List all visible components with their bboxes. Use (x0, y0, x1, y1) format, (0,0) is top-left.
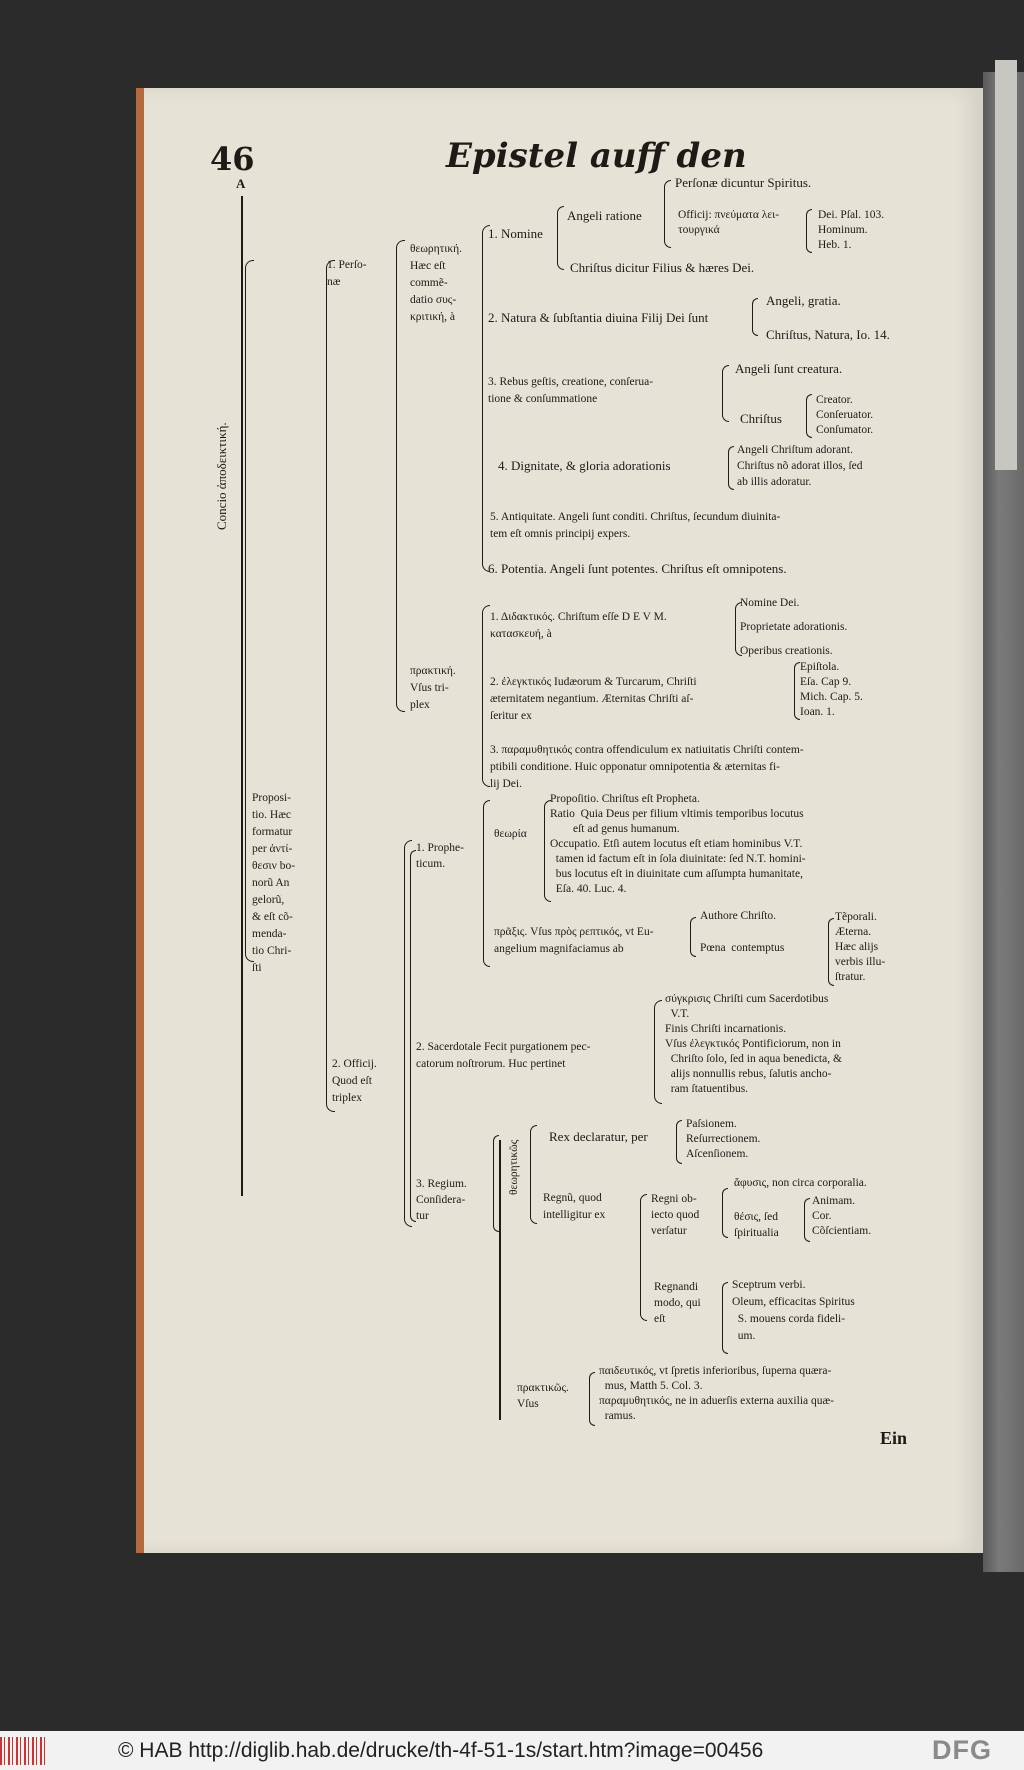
footer-bar (0, 1731, 1024, 1770)
brace-regni-obiecto (722, 1188, 728, 1238)
officij-lines-line: τουργικά (678, 224, 720, 236)
propositio-line: θεσιν bo- (252, 860, 296, 872)
praktikos-items-line: ramus. (599, 1410, 636, 1422)
prophet-label-line: 1. Prophe- (416, 842, 464, 854)
regni-obiecto-line: Regni ob- (651, 1193, 697, 1205)
praxis-line: πρᾶξις. Vſus πρὸς ρεπτικός, vt Eu- (494, 926, 654, 938)
sacerdotale-items-line: V.T. (665, 1008, 690, 1020)
brace-rex (676, 1120, 682, 1164)
propositio-line: norũ An (252, 877, 290, 889)
dignitate-line: 4. Dignitate, & gloria adorationis (498, 458, 671, 473)
marker-letter: A (236, 176, 246, 191)
sacerdotale-items-line: alijs nonnullis rebus, ſalutis ancho- (665, 1068, 832, 1080)
prophet-lines-line: tamen id factum eſt in ſola diuinitate: ſed N.T. homini- (550, 853, 806, 865)
brace-officij-inner (410, 850, 416, 1222)
paramythetikos-line: 3. παραμυθητικός contra offendiculum ex natiuitatis Chriſti contem- (490, 744, 804, 756)
prophet-lines-line: Occupatio. Etſi autem locutus eſt etiam hominibus V.T. (550, 838, 803, 850)
personae-line: 1. Perſo- (327, 259, 367, 271)
refs-line: Dei. Pſal. 103. (818, 209, 885, 221)
antiquitate-line: 5. Antiquitate. Angeli ſunt conditi. Chriſtus, ſecundum diuinita- (490, 511, 781, 523)
poena-items-line: verbis illu- (835, 956, 886, 968)
praktikos-items-line: παραμυθητικός, ne in aduerſis externa auxilia quæ- (599, 1395, 834, 1407)
rebus-line: tione & conſummatione (488, 393, 598, 405)
brace-thesis (804, 1198, 810, 1242)
paramythetikos-line: ptibili conditione. Huic opponatur omnipotentia & æternitas fi- (490, 761, 781, 773)
rebus-items-line: Conſumator. (816, 424, 874, 436)
sacerdotale-items-line: ram ſtatuentibus. (665, 1083, 749, 1095)
regnum-line: intelligitur ex (543, 1209, 606, 1221)
officij-line: 2. Officij. (332, 1058, 377, 1070)
elenktikos-items-line: Eſa. Cap 9. (800, 676, 852, 688)
natura-christus: Chriſtus, Natura, Io. 14. (766, 327, 890, 342)
aphysis-line: ἄφυσις, non circa corporalia. (734, 1177, 867, 1189)
prophet-lines-line: eſt ad genus humanum. (550, 823, 680, 835)
rex-items-line: Aſcenſionem. (686, 1148, 749, 1160)
theoretike-line: commẽ- (410, 277, 448, 289)
page-edge (136, 88, 144, 1553)
brace-regnum (640, 1194, 647, 1321)
praxis-items-line: Authore Chriſto. (700, 910, 777, 922)
elenktikos-line: æternitatem negantium. Æternitas Chriſti aſ- (490, 693, 694, 705)
propositio-line: per ἀντί- (252, 843, 293, 855)
sacerdotale-items-line: Chriſto ſolo, ſed in aqua benedicta, & (665, 1053, 842, 1065)
propositio-line: Proposi- (252, 792, 291, 804)
brace-personae-officij (326, 260, 335, 1112)
praxis-line: angelium magnifaciamus ab (494, 943, 624, 955)
didaktikos-items-line: Proprietate adorationis. (740, 621, 848, 633)
praktikos-items-line: mus, Matth 5. Col. 3. (599, 1380, 703, 1392)
thesis-items-line: Animam. (812, 1195, 856, 1207)
dignitate-items-line: ab illis adoratur. (737, 476, 812, 488)
dignitate-items-line: Chriſtus nõ adorat illos, ſed (737, 460, 863, 472)
prophet-lines-line: bus locutus eſt in diuinitate cum aſſumpta humanitate, (550, 868, 803, 880)
natura-angeli: Angeli, gratia. (766, 293, 841, 308)
brace-natura (752, 298, 758, 336)
brace-rebus-christus (806, 394, 812, 438)
propositio-line: tio Chri- (252, 945, 292, 957)
brace-usus (482, 605, 490, 787)
potentia-line: 6. Potentia. Angeli ſunt potentes. Chriſtus eſt omnipotens. (488, 561, 787, 576)
poena-items-line: Hæc alijs (835, 941, 879, 953)
nomine-label: 1. Nomine (488, 226, 543, 241)
regium-line (499, 1140, 501, 1420)
propositio-line: & eſt cõ- (252, 911, 293, 923)
prophet-lines-line: Ratio Quia Deus per filium vltimis temporibus locutus (550, 808, 804, 820)
regium-label-line: tur (416, 1210, 429, 1222)
praxis-items-line: Pœna contemptus (700, 942, 785, 954)
sacerdotale-items-line: Vſus ἐλεγκτικός Pontificiorum, non in (665, 1038, 841, 1050)
brace-sacerdotale (654, 1000, 662, 1104)
sacerdotale-label-line: catorum noſtrorum. Huc pertinet (416, 1058, 566, 1070)
brace-refs (806, 209, 812, 253)
elenktikos-line: ſeritur ex (490, 710, 532, 722)
personae-line: næ (327, 276, 341, 288)
regni-obiecto-line: verſatur (651, 1225, 687, 1237)
didaktikos-items-line: Nomine Dei. (740, 597, 800, 609)
rebus-christus: Chriſtus (740, 411, 782, 426)
rex-line: Rex declaratur, per (549, 1129, 648, 1144)
sacerdotale-items-line: σύγκρισις Chriſti cum Sacerdotibus (665, 993, 829, 1005)
refs-line: Heb. 1. (818, 239, 852, 251)
praktikos-items-line: παιδευτικός, vt ſpretis inferioribus, ſuperna quæra- (599, 1365, 832, 1377)
praktikos-line: Vſus (517, 1398, 539, 1410)
rebus-items-line: Creator. (816, 394, 853, 406)
regnandi-items-line: Sceptrum verbi. (732, 1279, 806, 1291)
prophet-lines-line: Propoſitio. Chriſtus eſt Propheta. (550, 793, 700, 805)
theoretikos-rotated: θεωρητικῶς (508, 1139, 520, 1195)
antiquitate-line: tem eſt omnis principij expers. (490, 528, 631, 540)
paramythetikos-line: lij Dei. (490, 778, 522, 790)
poena-items-line: Tẽporali. (835, 911, 877, 923)
brace-nomine (557, 206, 564, 270)
theoria-label: θεωρία (494, 828, 527, 840)
regium-label-line: 3. Regium. (416, 1178, 467, 1190)
brace-poena (828, 918, 834, 986)
prophet-label-line: ticum. (416, 858, 446, 870)
page-number: 46 (210, 140, 255, 178)
theoretike-line: Hæc eſt (410, 260, 446, 272)
propositio-line: tio. Hæc (252, 809, 291, 821)
didaktikos-line: κατασκευή, à (490, 628, 552, 640)
sacerdotale-items-line: Finis Chriſti incarnationis. (665, 1023, 787, 1035)
rebus-line: 3. Rebus geſtis, creatione, conſerua- (488, 376, 654, 388)
prophet-lines-line: Eſa. 40. Luc. 4. (550, 883, 627, 895)
elenktikos-items-line: Epiſtola. (800, 661, 840, 673)
praktike-line: Vſus tri- (410, 682, 449, 694)
elenktikos-line: 2. ἐλεγκτικός Iudæorum & Turcarum, Chriſti (490, 676, 697, 688)
catchword: Ein (880, 1428, 908, 1448)
brace-propositio (245, 260, 254, 962)
regnandi-items-line: Oleum, efficacitas Spiritus (732, 1296, 855, 1308)
outer-brace-line (241, 196, 243, 1196)
brace-theoretike-praktike (396, 240, 405, 712)
regium-label-line: Conſidera- (416, 1194, 466, 1206)
regnum-line: Regnũ, quod (543, 1192, 602, 1204)
propositio-line: ſti (252, 962, 262, 974)
propositio-line: menda- (252, 928, 287, 940)
dfg-logo: DFG (932, 1735, 992, 1765)
natura-line: 2. Natura & ſubſtantia diuina Filij Dei ſunt (488, 310, 709, 325)
poena-items-line: Æterna. (835, 926, 872, 938)
brace-praktikos (589, 1372, 595, 1426)
personae-line: Perſonæ dicuntur Spiritus. (675, 175, 812, 190)
thesis-items-line: Cor. (812, 1210, 832, 1222)
officij-lines-line: Officij: πνεύματα λει- (678, 209, 780, 221)
barcode-icon (0, 1737, 46, 1765)
sacerdotale-label-line: 2. Sacerdotale Fecit purgationem pec- (416, 1041, 591, 1053)
rex-items-line: Paſsionem. (686, 1118, 737, 1130)
praktike-line: plex (410, 699, 430, 711)
regni-obiecto-line: iecto quod (651, 1209, 700, 1221)
officij-line: Quod eſt (332, 1075, 372, 1087)
theoretike-line: datio συς- (410, 294, 457, 306)
running-title: Epistel auff den (446, 136, 747, 176)
theoretike-line: κριτική, à (410, 311, 456, 323)
rebus-items-line: Conſeruator. (816, 409, 874, 421)
didaktikos-items-line: Operibus creationis. (740, 645, 833, 657)
rebus-angeli: Angeli ſunt creatura. (735, 361, 843, 376)
regnandi-items-line: S. mouens corda fideli- (732, 1313, 846, 1325)
refs-line: Hominum. (818, 224, 868, 236)
copyright-link[interactable]: © HAB http://diglib.hab.de/drucke/th-4f-51-1s/start.htm?image=00456 (118, 1739, 764, 1762)
brace-rebus (722, 365, 729, 422)
elenktikos-items-line: Mich. Cap. 5. (800, 691, 863, 703)
neighbor-page-edge (995, 60, 1017, 470)
dignitate-items-line: Angeli Chriſtum adorant. (737, 444, 853, 456)
christus-filius: Chriſtus dicitur Filius & hæres Dei. (570, 260, 755, 275)
thesis-line: θέσις, ſed (734, 1211, 778, 1223)
poena-items-line: ſtratur. (835, 971, 866, 983)
thesis-line: ſpiritualia (734, 1227, 779, 1239)
brace-angeli-ratione (664, 180, 671, 248)
propositio-line: gelorũ, (252, 894, 285, 906)
regnandi-line: eſt (654, 1313, 666, 1325)
thesis-items-line: Cõſcientiam. (812, 1225, 872, 1237)
brace-dignitate (728, 446, 734, 490)
regnandi-items-line: um. (732, 1330, 756, 1342)
brace-regnandi (722, 1282, 728, 1354)
rex-items-line: Reſurrectionem. (686, 1133, 761, 1145)
regnandi-line: modo, qui (654, 1297, 701, 1309)
angeli-ratione: Angeli ratione (567, 208, 642, 223)
praktikos-line: πρακτικῶς. (517, 1382, 569, 1394)
regnandi-line: Regnandi (654, 1281, 699, 1293)
didaktikos-line: 1. Διδακτικός. Chriſtum eſſe D E V M. (490, 611, 667, 623)
brace-theoretikos (530, 1125, 537, 1224)
concio-rotated-title: Concio ἀποδεικτική. (214, 422, 229, 530)
praktike-line: πρακτική. (410, 665, 456, 677)
elenktikos-items-line: Ioan. 1. (800, 706, 835, 718)
officij-line: triplex (332, 1092, 363, 1104)
brace-prophet (483, 800, 490, 967)
theoretike-line: θεωρητική. (410, 243, 463, 255)
brace-praxis (690, 917, 696, 957)
propositio-line: formatur (252, 826, 293, 838)
